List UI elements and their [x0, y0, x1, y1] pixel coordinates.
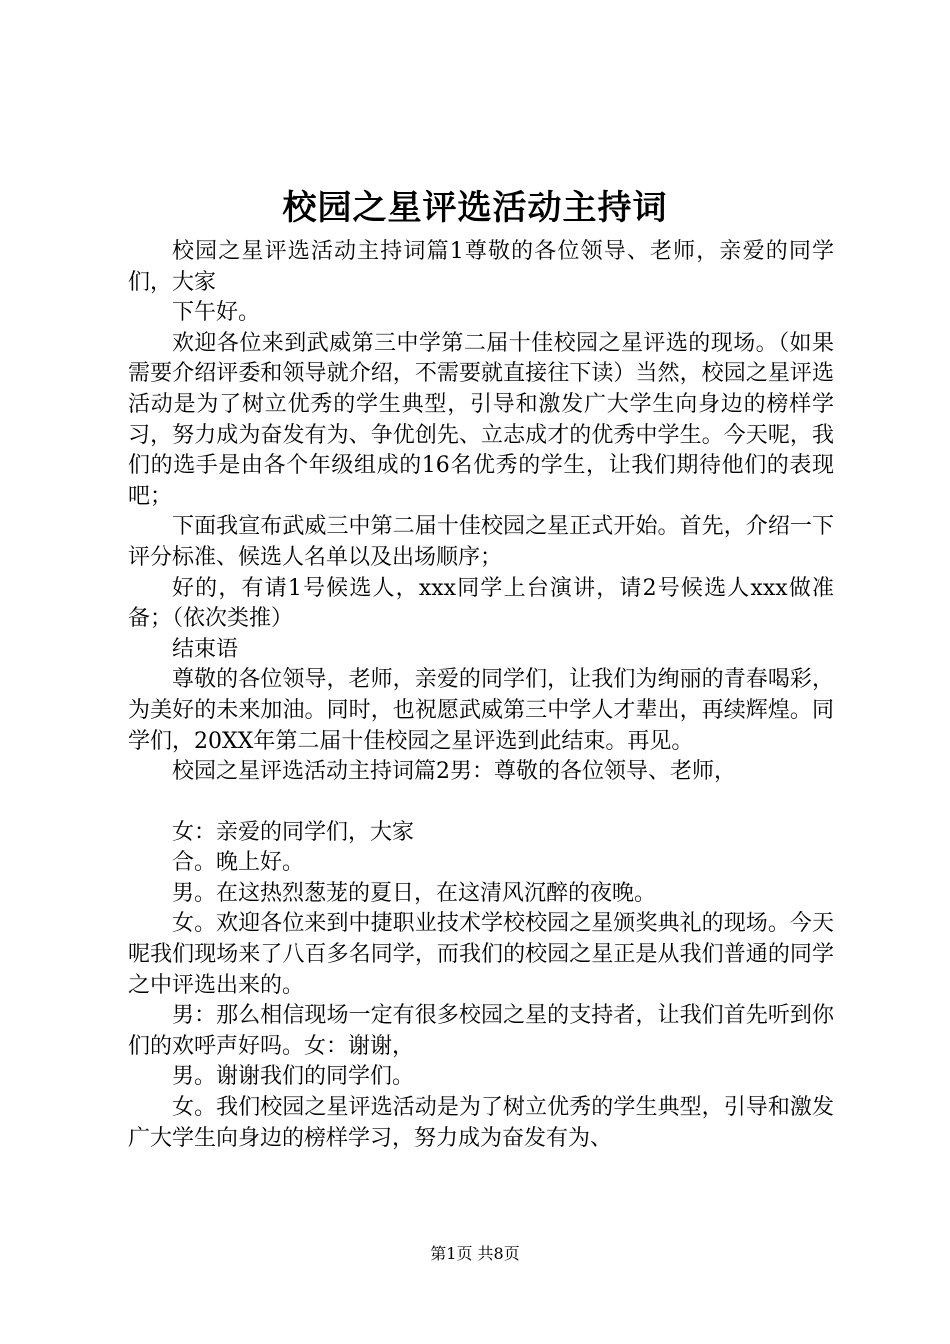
paragraph: 合。晚上好。 [172, 850, 305, 876]
paragraph: 女。我们校园之星评选活动是为了树立优秀的学生典型，引导和激发广大学生向身边的榜样学习，努力成为奋发有为、 [128, 1095, 834, 1151]
document-body [128, 237, 834, 1154]
page-number: 第1页 共8页 [430, 1244, 520, 1263]
paragraph: 下面我宣布武威三中第二届十佳校园之星正式开始。首先，介绍一下评分标准、候选人名单以及出场顺序； [128, 514, 834, 570]
paragraph: 男：那么相信现场一定有很多校园之星的支持者，让我们首先听到你们的欢呼声好吗。女：谢谢， [128, 1003, 834, 1059]
paragraph: 欢迎各位来到武威第三中学第二届十佳校园之星评选的现场。（如果需要介绍评委和领导就介绍，不需要就直接往下读）当然，校园之星评选活动是为了树立优秀的学生典型，引导和激发广大学生向身边的榜样学习，努力成为奋发有为、争优创先、立志成才的优秀中学生。今天呢，我们的选手是由各个年级组成的16名优秀的学生，让我们期待他们的表现吧； [128, 330, 834, 509]
paragraph: 校园之星评选活动主持词篇2男：尊敬的各位领导、老师， [172, 759, 736, 785]
paragraph: 男。谢谢我们的同学们。 [172, 1064, 415, 1090]
paragraph: 女。欢迎各位来到中捷职业技术学校校园之星颁奖典礼的现场。今天呢我们现场来了八百多名同学，而我们的校园之星正是从我们普通的同学之中评选出来的。 [128, 911, 834, 998]
paragraph: 下午好。 [172, 300, 261, 326]
paragraph: 男。在这热烈葱茏的夏日，在这清风沉醉的夜晚。 [172, 880, 657, 906]
paragraph: 好的，有请1号候选人，xxx同学上台演讲，请2号候选人xxx做准备；（依次类推） [128, 575, 834, 632]
document-title: 校园之星评选活动主持词 [282, 188, 668, 228]
paragraph: 尊敬的各位领导，老师，亲爱的同学们，让我们为绚丽的青春喝彩，为美好的未来加油。同时，也祝愿武威第三中学人才辈出，再续辉煌。同学们，20XX年第二届十佳校园之星评选到此结束。再见。 [128, 667, 834, 754]
paragraph: 女：亲爱的同学们，大家 [172, 819, 415, 845]
paragraph: 结束语 [172, 636, 239, 662]
paragraph: 校园之星评选活动主持词篇1尊敬的各位领导、老师，亲爱的同学们，大家 [128, 239, 834, 295]
